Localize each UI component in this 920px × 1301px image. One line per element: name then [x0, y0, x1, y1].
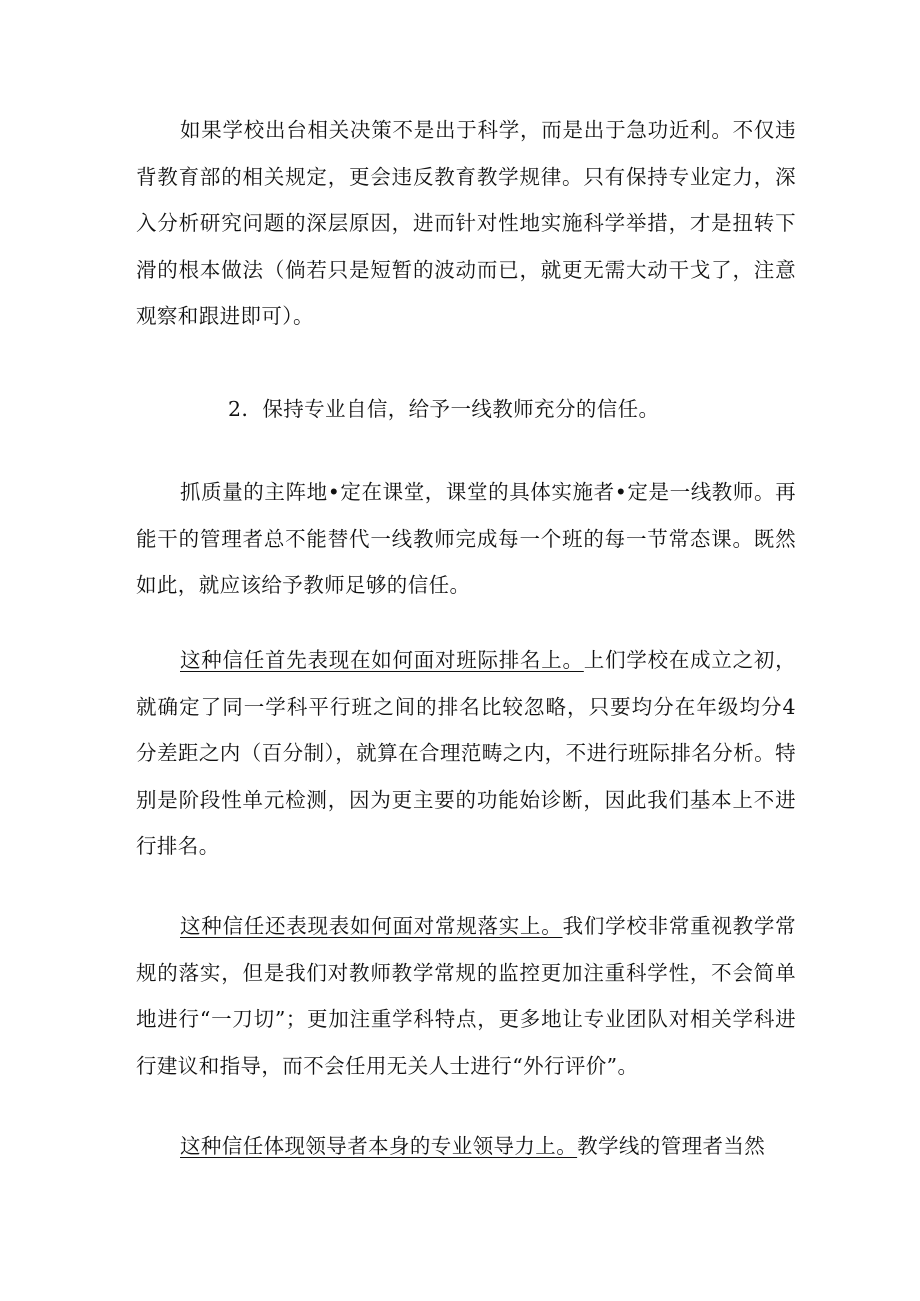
paragraph-professional-leadership	[136, 1123, 796, 1170]
paragraph-classroom-teachers	[136, 469, 796, 609]
heading-text: 2．保持专业自信，给予一线教师充分的信任。	[228, 397, 660, 421]
paragraph-decision-making	[136, 107, 796, 340]
underlined-topic-sentence: 这种信任首先表现在如何面对班际排名上。	[180, 648, 584, 672]
paragraph-text: 我们学校非常重视教学常规的落实，但是我们对教师教学常规的监控更加注重科学性，不会简单地进行“一刀切”；更加注重学科特点，更多地让专业团队对相关学科进行建议和指导，而不会任用无关人士进行“外行评价”。	[136, 914, 796, 1078]
underlined-topic-sentence: 这种信任还表现表如何面对常规落实上。	[180, 914, 563, 938]
paragraph-text: 上们学校在成立之初，就确定了同一学科平行班之间的排名比较忽略，只要均分在年级均分4分差距之内（百分制），就算在合理范畴之内，不进行班际排名分析。特别是阶段性单元检测，因为更主要的功能始诊断，因此我们基本上不进行排名。	[136, 648, 796, 858]
paragraph-text: 如果学校出台相关决策不是出于科学，而是出于急功近利。不仅违背教育部的相关规定，更会违反教育教学规律。只有保持专业定力，深入分析研究问题的深层原因，进而针对性地实施科学举措，才是扭转下滑的根本做法（倘若只是短暂的波动而已，就更无需大动干戈了，注意观察和跟进即可）。	[136, 118, 796, 328]
paragraph-routine-implementation	[136, 903, 796, 1089]
paragraph-text: 抓质量的主阵地•定在课堂，课堂的具体实施者•定是一线教师。再能干的管理者总不能替代一线教师完成每一个班的每一节常态课。既然如此，就应该给予教师足够的信任。	[136, 480, 796, 597]
paragraph-class-ranking	[136, 637, 796, 870]
section-heading-professional-confidence	[136, 386, 796, 433]
paragraph-text: 教学线的管理者当然	[577, 1134, 766, 1158]
underlined-topic-sentence: 这种信任体现领导者本身的专业领导力上。	[180, 1134, 578, 1158]
